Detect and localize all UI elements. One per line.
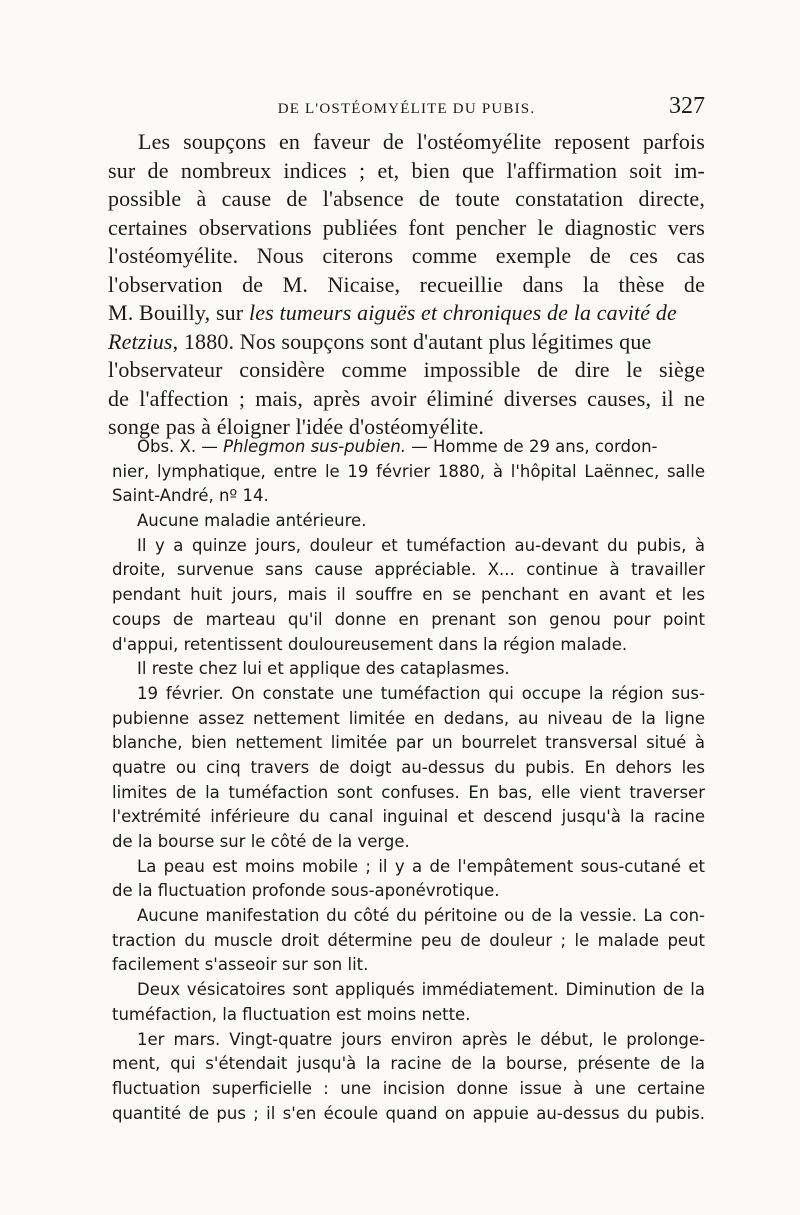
text-line: limites de la tuméfaction sont confuses. En bas, elle vient traverser	[112, 782, 705, 802]
text-line: Aucune maladie antérieure.	[137, 511, 367, 531]
text-line: de la bourse sur le côté de la verge.	[112, 832, 410, 851]
observation-label: Obs. X. —	[137, 437, 218, 456]
text-line: sur de nombreux indices ; et, bien que l'affirmation soit im-	[108, 157, 705, 183]
text-line	[108, 328, 705, 357]
text-line: nier, lymphatique, entre le 19 février 1880, à l'hôpital Laënnec, salle	[112, 461, 705, 481]
text-line: certaines observations publiées font pencher le diagnostic vers	[108, 214, 705, 240]
text-line: de la fluctuation profonde sous-aponévrotique.	[112, 881, 500, 901]
text-line: tuméfaction, la fluctuation est moins nette.	[112, 1004, 471, 1024]
observation-block	[112, 435, 705, 1126]
text-line: droite, survenue sans cause appréciable. X... continue à travailler	[112, 560, 705, 580]
text-line: Deux vésicatoires sont appliqués immédiatement. Diminution de la	[137, 980, 705, 1000]
text-line: l'ostéomyélite. Nous citerons comme exemple de ces cas	[108, 243, 705, 268]
running-title: DE L'OSTÉOMYÉLITE DU PUBIS.	[277, 101, 536, 117]
text-line: quantité de pus ; il s'en écoule quand on appuie au-dessus du pubis.	[112, 1103, 705, 1123]
text-line: songe pas à éloigner l'idée d'ostéomyélite.	[108, 414, 485, 439]
page-number: 327	[669, 93, 705, 119]
text-line: fluctuation superficielle : une incision donne issue à une certaine	[112, 1078, 705, 1098]
text-line: pubienne assez nettement limitée en dedans, au niveau de la ligne	[112, 708, 705, 728]
text-line: l'extrémité inférieure du canal inguinal et descend jusqu'à la racine	[112, 807, 705, 827]
text-line: l'observateur considère comme impossible de dire le siège	[108, 357, 705, 382]
cited-thesis-title-end: Retzius	[108, 328, 173, 354]
text-line: de l'affection ; mais, après avoir éliminé diverses causes, il ne	[108, 385, 705, 411]
cited-thesis-title: les tumeurs aiguës et chroniques de la cavité de	[248, 300, 677, 325]
observation-title: Phlegmon sus-pubien.	[223, 437, 407, 456]
text-line: l'observation de M. Nicaise, recueillie dans la thèse de	[108, 271, 705, 297]
text-line: pendant huit jours, mais il souffre en se penchant en avant et les	[112, 585, 705, 605]
text-line: Les soupçons en faveur de l'ostéomyélite reposent parfois	[138, 129, 705, 154]
page-header	[108, 93, 705, 123]
text-line: Aucune manifestation du côté du péritoine ou de la vessie. La con-	[137, 906, 705, 926]
intro-paragraph	[108, 128, 705, 442]
text-line: 1er mars. Vingt-quatre jours environ après le début, le prolonge-	[137, 1029, 705, 1049]
observation-heading-line	[112, 435, 705, 460]
text-line: Saint-André, nº 14.	[112, 486, 269, 506]
text-line: Il y a quinze jours, douleur et tuméfaction au-devant du pubis, à	[137, 535, 705, 555]
text-line: blanche, bien nettement limitée par un bourrelet transversal situé à	[112, 733, 705, 753]
text-line: d'appui, retentissent douloureusement dans la région malade.	[112, 634, 628, 654]
text-line: La peau est moins mobile ; il y a de l'empâtement sous-cutané et	[137, 856, 705, 876]
text-line: facilement s'asseoir sur son lit.	[112, 955, 369, 975]
text-line	[108, 299, 705, 328]
text-fragment: M. Bouilly, sur	[108, 300, 244, 325]
text-line: quatre ou cinq travers de doigt au-dessus du pubis. En dehors les	[112, 757, 705, 777]
text-fragment: — Homme de 29 ans, cordon-	[411, 437, 658, 456]
text-line: possible à cause de l'absence de toute constatation directe,	[108, 186, 705, 211]
text-line: traction du muscle droit détermine peu de douleur ; le malade peut	[112, 930, 705, 950]
text-line: 19 février. On constate une tuméfaction qui occupe la région sus-	[137, 683, 705, 703]
text-line: Il reste chez lui et applique des cataplasmes.	[137, 659, 510, 679]
text-line: ment, qui s'étendait jusqu'à la racine de la bourse, présente de la	[112, 1054, 705, 1074]
text-line: coups de marteau qu'il donne en prenant son genou pour point	[112, 609, 705, 629]
text-fragment: , 1880. Nos soupçons sont d'autant plus légitimes que	[172, 328, 652, 354]
